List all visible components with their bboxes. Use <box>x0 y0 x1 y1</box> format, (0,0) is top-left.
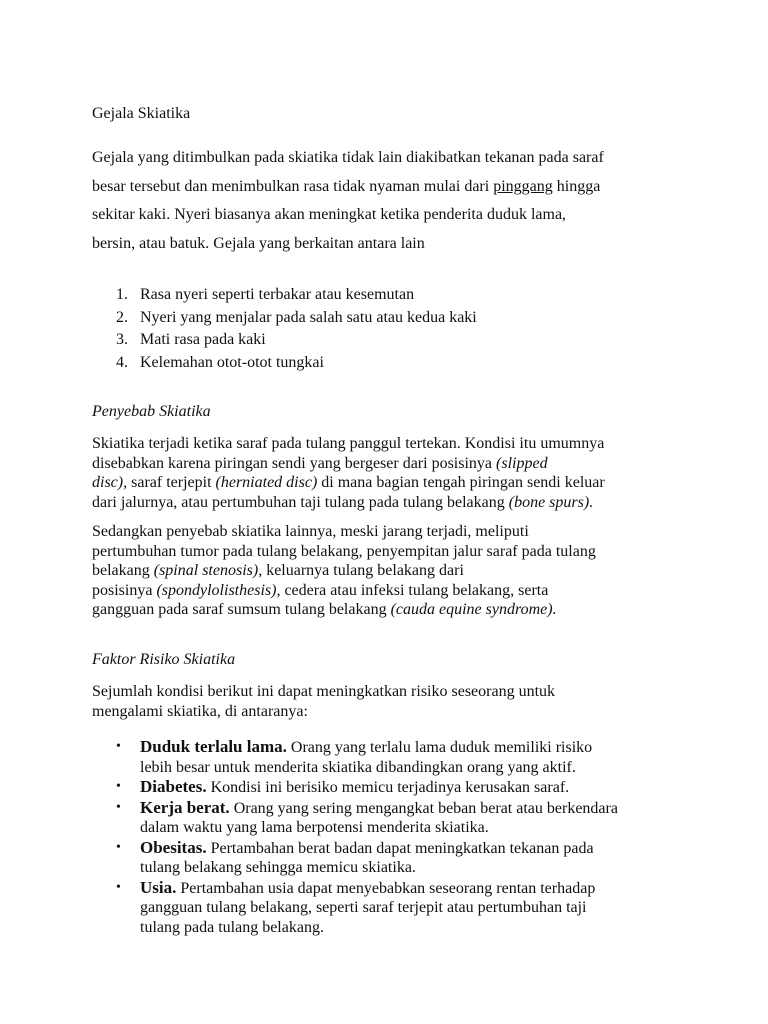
italic-term: (spondylolisthesis), <box>156 581 281 599</box>
list-item-heading: Obesitas. <box>140 837 207 857</box>
list-number: 4. <box>116 353 128 371</box>
paragraph-line <box>92 581 692 601</box>
list-item-line <box>140 737 712 758</box>
paragraph-line <box>92 173 692 202</box>
italic-term: (bone spurs). <box>508 493 594 511</box>
paragraph-text: posisinya <box>92 581 157 599</box>
list-item-line <box>140 777 712 798</box>
paragraph-text: di mana bagian tengah piringan sendi keluar <box>317 474 605 491</box>
list-item-heading: Usia. <box>140 877 177 897</box>
paragraph-line: sekitar kaki. Nyeri biasanya akan meningkat ketika penderita duduk lama, <box>92 206 567 223</box>
list-item-heading: Duduk terlalu lama. <box>140 737 287 756</box>
penyebab-paragraph-2 <box>92 522 692 620</box>
paragraph-line <box>92 454 692 474</box>
list-item-line <box>140 798 712 819</box>
symptom-list <box>92 284 477 374</box>
bullet-icon: • <box>116 739 121 754</box>
list-item-text: Nyeri yang menjalar pada salah satu atau kedua kaki <box>140 308 477 326</box>
paragraph-text: besar tersebut dan menimbulkan rasa tidak nyaman mulai dari <box>92 177 494 195</box>
paragraph-line: Sejumlah kondisi berikut ini dapat meningkatkan risiko seseorang untuk <box>92 683 556 700</box>
paragraph-line <box>92 493 692 513</box>
list-item <box>92 878 712 938</box>
paragraph-text: disebabkan karena piringan sendi yang bergeser dari posisinya <box>92 454 497 472</box>
bullet-icon: • <box>116 879 121 895</box>
list-item-text: Pertambahan usia dapat menyebabkan seseorang rentan terhadap <box>176 879 596 897</box>
italic-term: (herniated disc) <box>215 474 318 491</box>
list-number: 1. <box>116 286 128 303</box>
paragraph-text: gangguan pada saraf sumsum tulang belakang <box>92 601 391 618</box>
list-item-text: Kondisi ini berisiko memicu terjadinya kerusakan saraf. <box>206 779 570 796</box>
list-item <box>92 777 712 798</box>
gejala-paragraph <box>92 144 692 258</box>
italic-term: (spinal stenosis), <box>153 562 263 579</box>
paragraph-text: keluarnya tulang belakang dari <box>262 562 464 579</box>
paragraph-text: cedera atau infeksi tulang belakang, serta <box>280 581 549 599</box>
list-item-text: Orang yang terlalu lama duduk memiliki risiko <box>286 739 593 756</box>
list-item <box>92 838 712 878</box>
paragraph-text: saraf terjepit <box>127 474 216 491</box>
paragraph-line <box>92 561 692 581</box>
paragraph-line <box>92 600 692 620</box>
paragraph-line: bersin, atau batuk. Gejala yang berkaitan antara lain <box>92 234 425 252</box>
list-item <box>92 737 712 777</box>
list-item-text: Rasa nyeri seperti terbakar atau kesemutan <box>140 286 415 303</box>
bullet-icon: • <box>116 839 121 855</box>
section-title-penyebab: Penyebab Skiatika <box>92 403 211 420</box>
section-title-gejala: Gejala Skiatika <box>92 105 191 122</box>
paragraph-text: belakang <box>92 562 154 579</box>
list-item-text: Kelemahan otot-otot tungkai <box>140 353 324 371</box>
list-item-text: Orang yang sering mengangkat beban berat atau berkendara <box>229 799 618 817</box>
paragraph-line: pertumbuhan tumor pada tulang belakang, penyempitan jalur saraf pada tulang <box>92 542 596 560</box>
italic-term: (slipped <box>496 454 548 472</box>
paragraph-line: Sedangkan penyebab skiatika lainnya, meski jarang terjadi, meliputi <box>92 523 529 540</box>
list-item-line: gangguan tulang belakang, seperti saraf terjepit atau pertumbuhan taji <box>140 899 587 916</box>
list-item-line: lebih besar untuk menderita skiatika dibandingkan orang yang aktif. <box>140 758 576 776</box>
paragraph-text: dari jalurnya, atau pertumbuhan taji tulang pada tulang belakang <box>92 493 509 511</box>
list-item-text: Mati rasa pada kaki <box>140 331 266 348</box>
paragraph-text: hingga <box>552 177 601 195</box>
list-number: 2. <box>116 308 128 326</box>
paragraph-line <box>92 473 692 493</box>
list-item-text: Pertambahan berat badan dapat meningkatkan tekanan pada <box>206 839 594 857</box>
section-title-faktor-risiko: Faktor Risiko Skiatika <box>92 651 236 668</box>
list-item-line <box>140 838 712 859</box>
list-item <box>92 798 712 838</box>
paragraph-line: Gejala yang ditimbulkan pada skiatika tidak lain diakibatkan tekanan pada saraf <box>92 149 604 166</box>
list-number: 3. <box>116 331 128 348</box>
bullet-icon: • <box>116 779 121 794</box>
penyebab-paragraph-1 <box>92 434 692 512</box>
faktor-intro-paragraph <box>92 682 692 721</box>
list-item-line: dalam waktu yang lama berpotensi menderita skiatika. <box>140 819 489 836</box>
italic-term: disc), <box>92 474 128 491</box>
bullet-icon: • <box>116 799 121 815</box>
list-item-heading: Diabetes. <box>140 777 207 796</box>
list-item <box>92 307 477 330</box>
list-item <box>92 284 477 307</box>
list-item <box>92 329 477 352</box>
list-item-heading: Kerja berat. <box>140 797 230 817</box>
paragraph-line: mengalami skiatika, di antaranya: <box>92 702 308 720</box>
paragraph-line: Skiatika terjadi ketika saraf pada tulang panggul tertekan. Kondisi itu umumnya <box>92 435 605 452</box>
list-item <box>92 352 477 375</box>
pinggang-link[interactable]: pinggang <box>493 177 553 195</box>
list-item-line: tulang belakang sehingga memicu skiatika. <box>140 859 416 876</box>
risk-factor-list <box>92 737 712 937</box>
list-item-line: tulang pada tulang belakang. <box>140 918 324 936</box>
list-item-line <box>140 878 712 899</box>
italic-term: (cauda equine syndrome). <box>390 601 557 618</box>
